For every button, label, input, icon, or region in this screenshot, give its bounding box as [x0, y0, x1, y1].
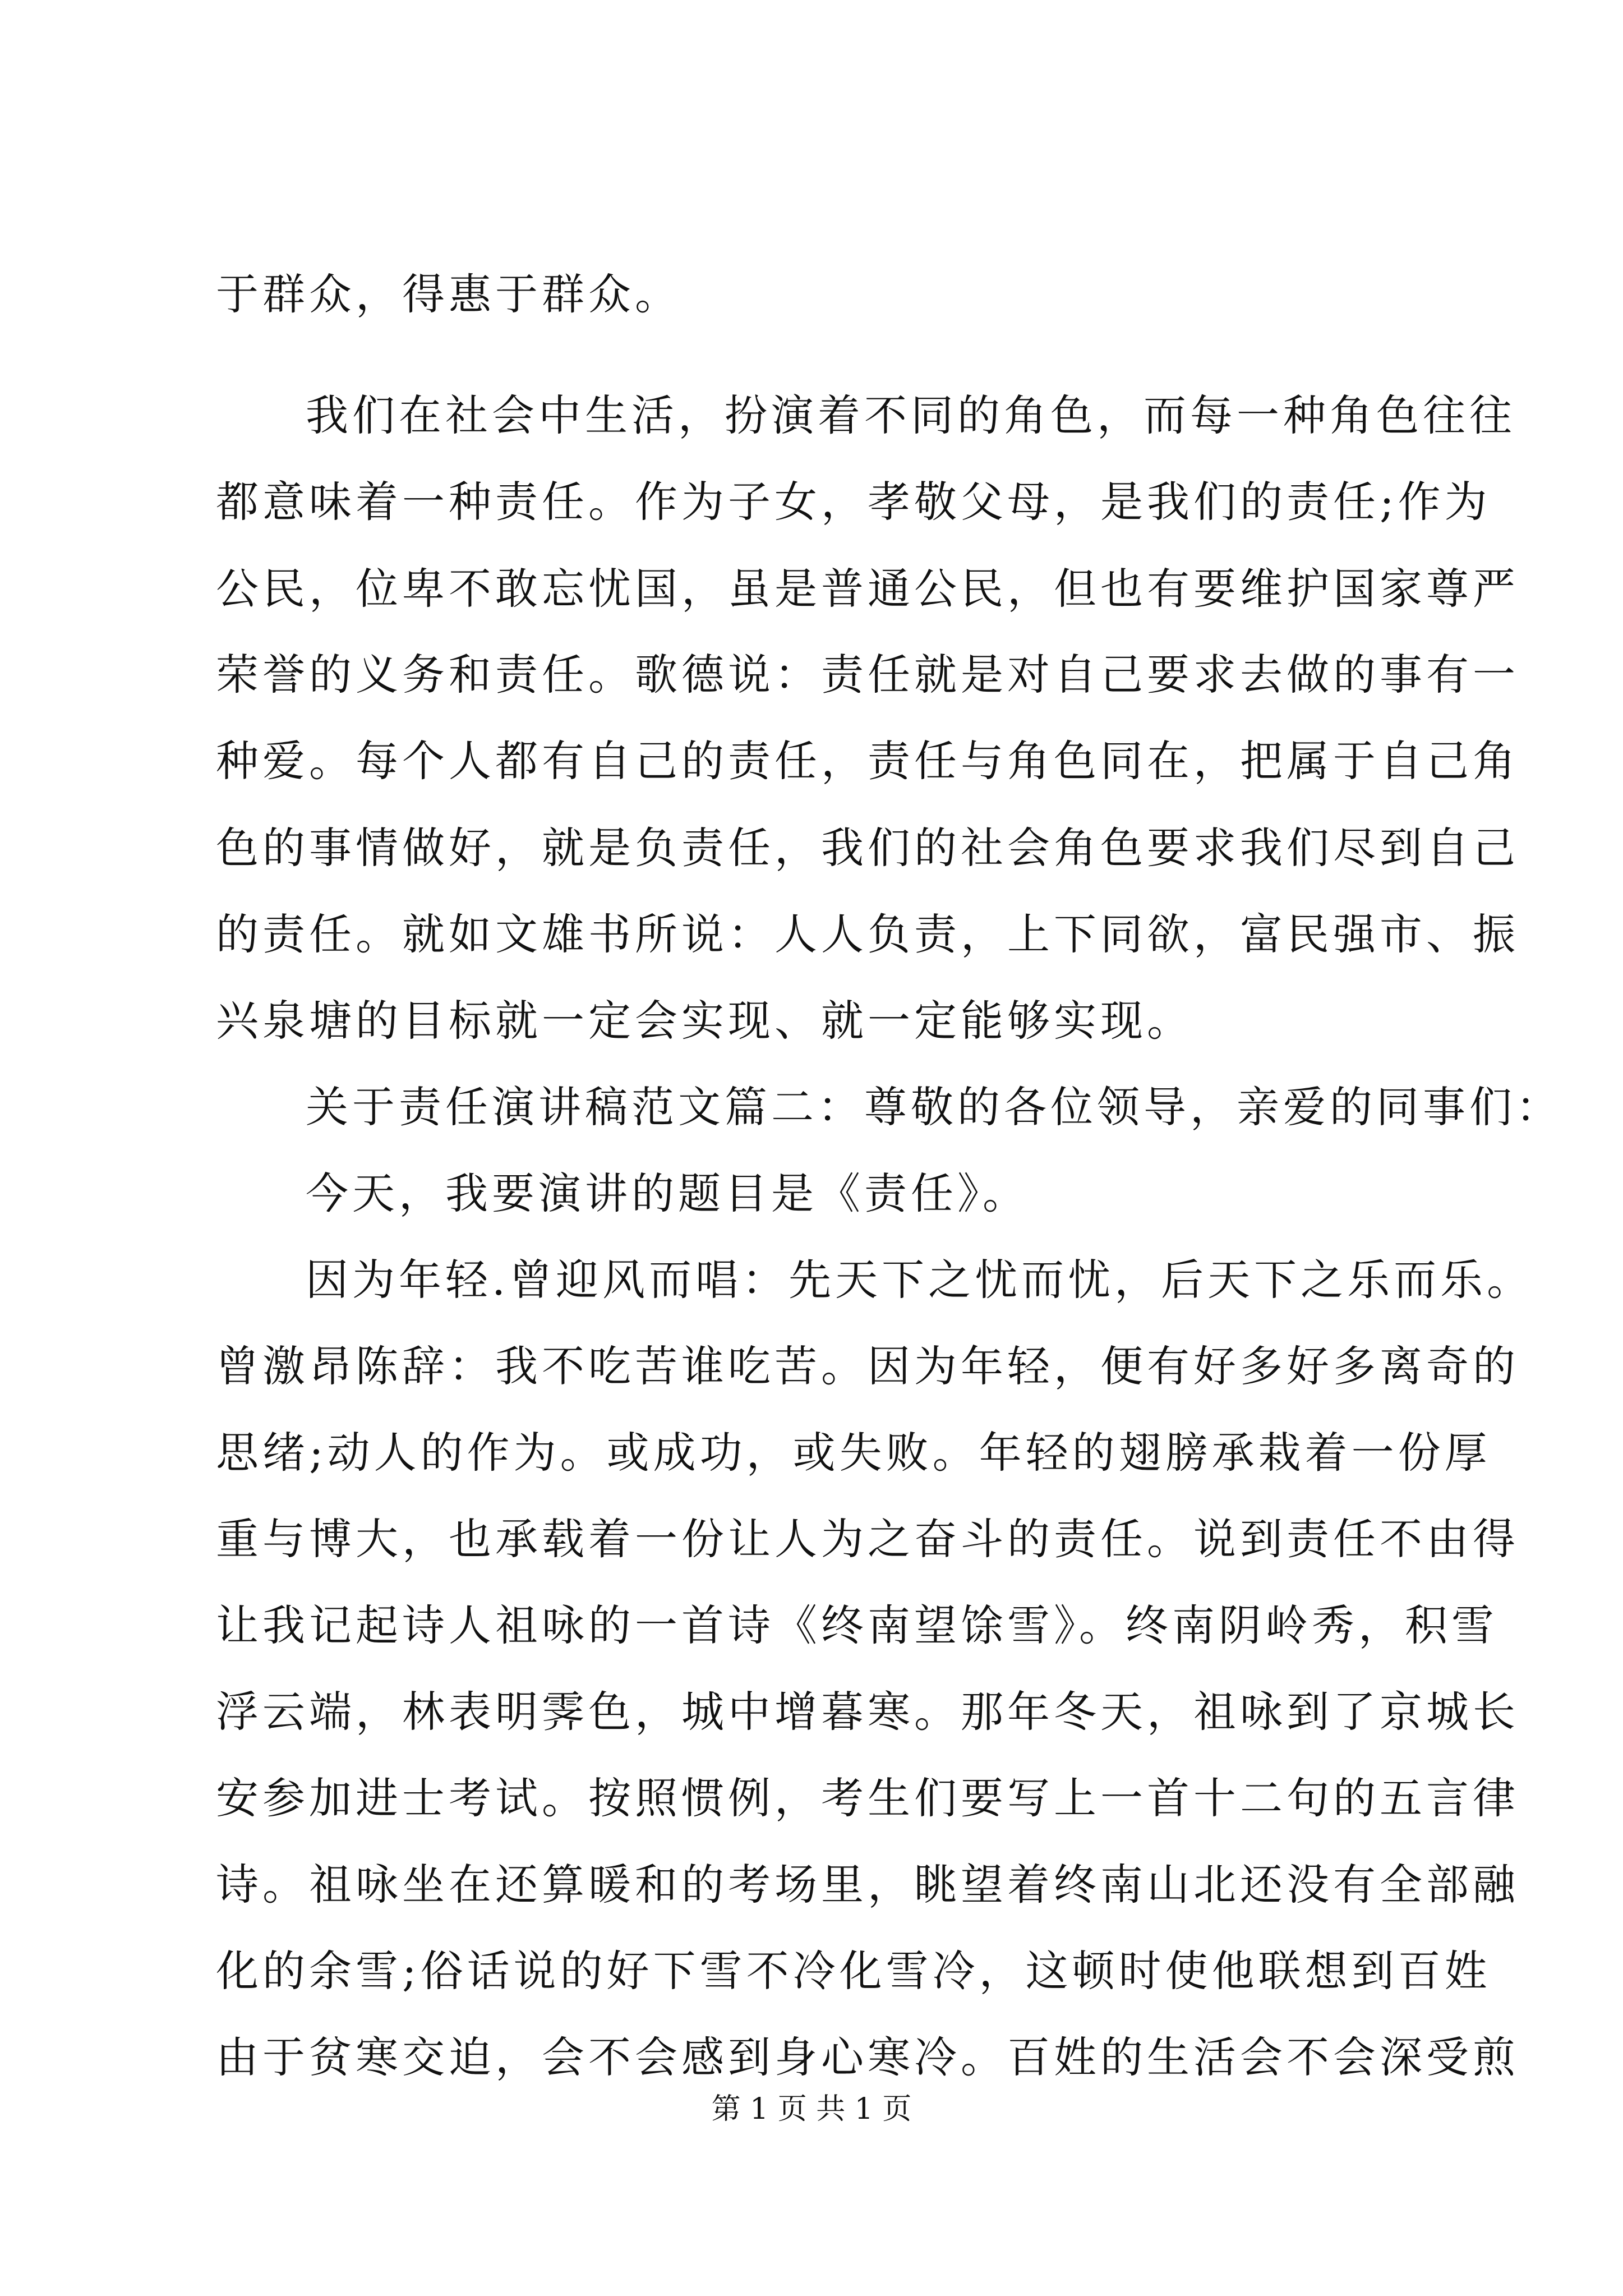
paragraph-first-line: 我们在社会中生活，扮演着不同的角色，而每一种角色往往	[306, 390, 1516, 440]
page-number-footer: 第 1 页 共 1 页	[711, 2092, 912, 2126]
text-line: 思绪;动人的作为。或成功，或失败。年轻的翅膀承栽着一份厚	[216, 1428, 1491, 1478]
paragraph-first-line: 关于责任演讲稿范文篇二：尊敬的各位领导，亲爱的同事们：	[306, 1082, 1562, 1132]
text-line: 荣誉的义务和责任。歌德说：责任就是对自己要求去做的事有一	[216, 650, 1519, 700]
text-line: 公民，位卑不敢忘忧国，虽是普通公民，但也有要维护国家尊严	[216, 564, 1519, 614]
text-line: 的责任。就如文雄书所说：人人负责，上下同欲，富民强市、振	[216, 909, 1519, 959]
text-line: 化的余雪;俗话说的好下雪不冷化雪冷，这顿时使他联想到百姓	[216, 1946, 1491, 1996]
text-line: 由于贫寒交迫，会不会感到身心寒冷。百姓的生活会不会深受煎	[216, 2032, 1519, 2082]
text-line: 都意味着一种责任。作为子女，孝敬父母，是我们的责任;作为	[216, 477, 1491, 527]
text-line: 种爱。每个人都有自己的责任，责任与角色同在，把属于自己角	[216, 736, 1519, 786]
text-line: 色的事情做好，就是负责任，我们的社会角色要求我们尽到自己	[216, 823, 1519, 873]
text-line: 让我记起诗人祖咏的一首诗《终南望馀雪》。终南阴岭秀，积雪	[216, 1600, 1498, 1650]
text-line: 安参加进士考试。按照惯例，考生们要写上一首十二句的五言律	[216, 1773, 1519, 1823]
text-line: 重与博大，也承载着一份让人为之奋斗的责任。说到责任不由得	[216, 1514, 1519, 1564]
paragraph-first-line: 今天，我要演讲的题目是《责任》。	[306, 1168, 1029, 1218]
paragraph-first-line: 因为年轻.曾迎风而唱：先天下之忧而忧，后天下之乐而乐。	[306, 1255, 1534, 1305]
text-line: 曾激昂陈辞：我不吃苦谁吃苦。因为年轻，便有好多好多离奇的	[216, 1341, 1519, 1391]
text-line: 诗。祖咏坐在还算暖和的考场里，眺望着终南山北还没有全部融	[216, 1860, 1519, 1910]
text-line: 于群众，得惠于群众。	[216, 269, 681, 319]
text-line: 兴泉塘的目标就一定会实现、就一定能够实现。	[216, 996, 1193, 1046]
text-line: 浮云端，林表明霁色，城中增暮寒。那年冬天，祖咏到了京城长	[216, 1687, 1519, 1737]
